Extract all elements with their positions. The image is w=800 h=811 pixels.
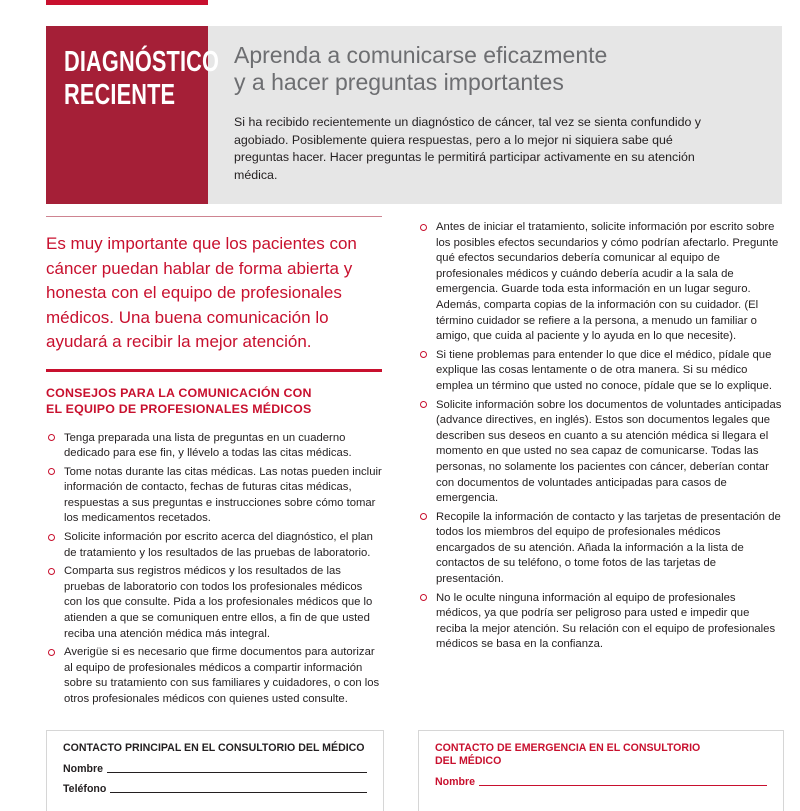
bullet-circle-icon <box>420 351 427 358</box>
primary-phone-field[interactable] <box>63 775 367 795</box>
primary-contact-title: CONTACTO PRINCIPAL EN EL CONSULTORIO DEL MÉDICO <box>63 742 365 754</box>
list-item-text: Solicite información por escrito acerca del diagnóstico, el plan de tratamiento y los resultados de las pruebas de laboratorio. <box>64 531 373 559</box>
name-label: Nombre <box>63 763 104 775</box>
list-item-text: Averigüe si es necesario que firme documentos para autorizar al equipo de profesionales médicos a compartir información sobre su tratamiento con sus familiares y cuidadores, o con los otros profesionales médicos con quienes usted consulte. <box>64 646 380 705</box>
list-item <box>418 591 782 653</box>
list-item <box>46 431 382 462</box>
phone-input-line[interactable] <box>110 780 367 793</box>
list-item <box>46 465 382 527</box>
section-tag-label: DIAGNÓSTICO RECIENTE <box>64 46 220 111</box>
top-accent-bar <box>46 0 208 5</box>
list-item-text: Comparta sus registros médicos y los resultados de las pruebas de laboratorio con todos los profesionales médicos con los que consulte. Pida a los profesionales médicos que lo atienden a que se comuniquen entre ellos, a fin de que usted reciba una atención médica más integral. <box>64 565 373 640</box>
list-item <box>46 564 382 642</box>
list-item-text: Si tiene problemas para entender lo que dice el médico, pídale que explique las cosas lentamente o de otra manera. Si su médico emplea un término que usted no conoce, pídale que se lo explique. <box>436 348 772 392</box>
bullet-circle-icon <box>420 594 427 601</box>
list-item <box>46 530 382 561</box>
list-item <box>46 645 382 707</box>
list-item <box>418 348 782 395</box>
left-column <box>46 216 382 711</box>
divider <box>46 216 382 217</box>
emergency-contact-title: CONTACTO DE EMERGENCIA EN EL CONSULTORIO DEL MÉDICO <box>435 742 701 767</box>
bullet-circle-icon <box>48 434 55 441</box>
list-item <box>418 398 782 507</box>
name-input-line[interactable] <box>107 760 367 773</box>
section-tag <box>46 26 220 204</box>
right-column <box>418 220 782 656</box>
tips-list-right <box>418 220 782 653</box>
list-item-text: Tome notas durante las citas médicas. Las notas pueden incluir información de contacto, fechas de futuras citas médicas, respuestas a sus preguntas e instrucciones sobre cómo tomar los medicamentos recetados. <box>64 465 382 525</box>
bullet-circle-icon <box>420 224 427 231</box>
list-item-text: Tenga preparada una lista de preguntas en un cuaderno dedicado para ese fin, y llévelo a todas las citas médicas. <box>64 431 352 460</box>
name-label: Nombre <box>435 776 476 788</box>
bullet-circle-icon <box>420 513 427 520</box>
bullet-circle-icon <box>420 401 427 408</box>
emergency-name-field[interactable] <box>435 768 767 788</box>
list-item-text: Antes de iniciar el tratamiento, solicite información por escrito sobre los posibles efectos secundarios y cómo podrían afectarlo. Pregunte qué efectos secundarios debería comunicar al equipo de profesionales médicos y cuándo debería acudir a la sala de emergencia. Guarde toda esta información en un lugar seguro. Además, comparta copias de la información con su cuidador. (El término cuidador se refiere a la persona, a menudo un familiar o amigo, que cuida al paciente y lo ayuda en lo que necesite). <box>436 221 779 343</box>
emergency-contact-box <box>418 730 784 811</box>
list-item-text: No le oculte ninguna información al equipo de profesionales médicos, ya que podría ser peligroso para usted e impedir que reciba la mejor atención. Su relación con el equipo de profesionales médicos se basa en la confianza. <box>436 591 776 651</box>
primary-name-field[interactable] <box>63 755 367 775</box>
bullet-circle-icon <box>48 649 55 656</box>
list-item <box>418 510 782 588</box>
bullet-circle-icon <box>48 568 55 575</box>
phone-label: Teléfono <box>63 783 107 795</box>
page-title: Aprenda a comunicarse eficazmente y a hacer preguntas importantes <box>234 42 608 95</box>
tips-list-left <box>46 431 382 708</box>
list-item <box>418 220 782 345</box>
intro-paragraph: Si ha recibido recientemente un diagnóstico de cáncer, tal vez se sienta confundido y agobiado. Posiblemente quiera respuestas, pero a lo mejor ni siquiera sabe qué preguntas hacer. Hacer preguntas le permitirá participar activamente en su atención médica. <box>234 115 702 182</box>
divider-red <box>46 369 382 372</box>
header-banner <box>46 26 782 204</box>
bullet-circle-icon <box>48 534 55 541</box>
name-input-line[interactable] <box>479 773 767 786</box>
pull-quote: Es muy importante que los pacientes con cáncer puedan hablar de forma abierta y honesta con el equipo de profesionales médicos. Una buena comunicación lo ayudará a recibir la mejor atención. <box>46 234 357 351</box>
list-item-text: Solicite información sobre los documentos de voluntades anticipadas (advance directives, en inglés). Estos son documentos legales que describen sus deseos en cuanto a su atención médica si llegara el momento en que usted no sea capaz de comunicarse. Todas las personas, no solamente los pacientes con cáncer, deberían contar con documentos de voluntades anticipadas para casos de emergencia. <box>436 398 782 505</box>
bullet-circle-icon <box>48 468 55 475</box>
list-item-text: Recopile la información de contacto y las tarjetas de presentación de todos los miembros del equipo de profesionales médicos encargados de su atención. Añada la información a la lista de contactos de su teléfono, o tome fotos de las tarjetas de presentación. <box>436 510 781 586</box>
primary-contact-box <box>46 730 384 811</box>
tips-heading: CONSEJOS PARA LA COMUNICACIÓN CON EL EQUIPO DE PROFESIONALES MÉDICOS <box>46 385 312 416</box>
